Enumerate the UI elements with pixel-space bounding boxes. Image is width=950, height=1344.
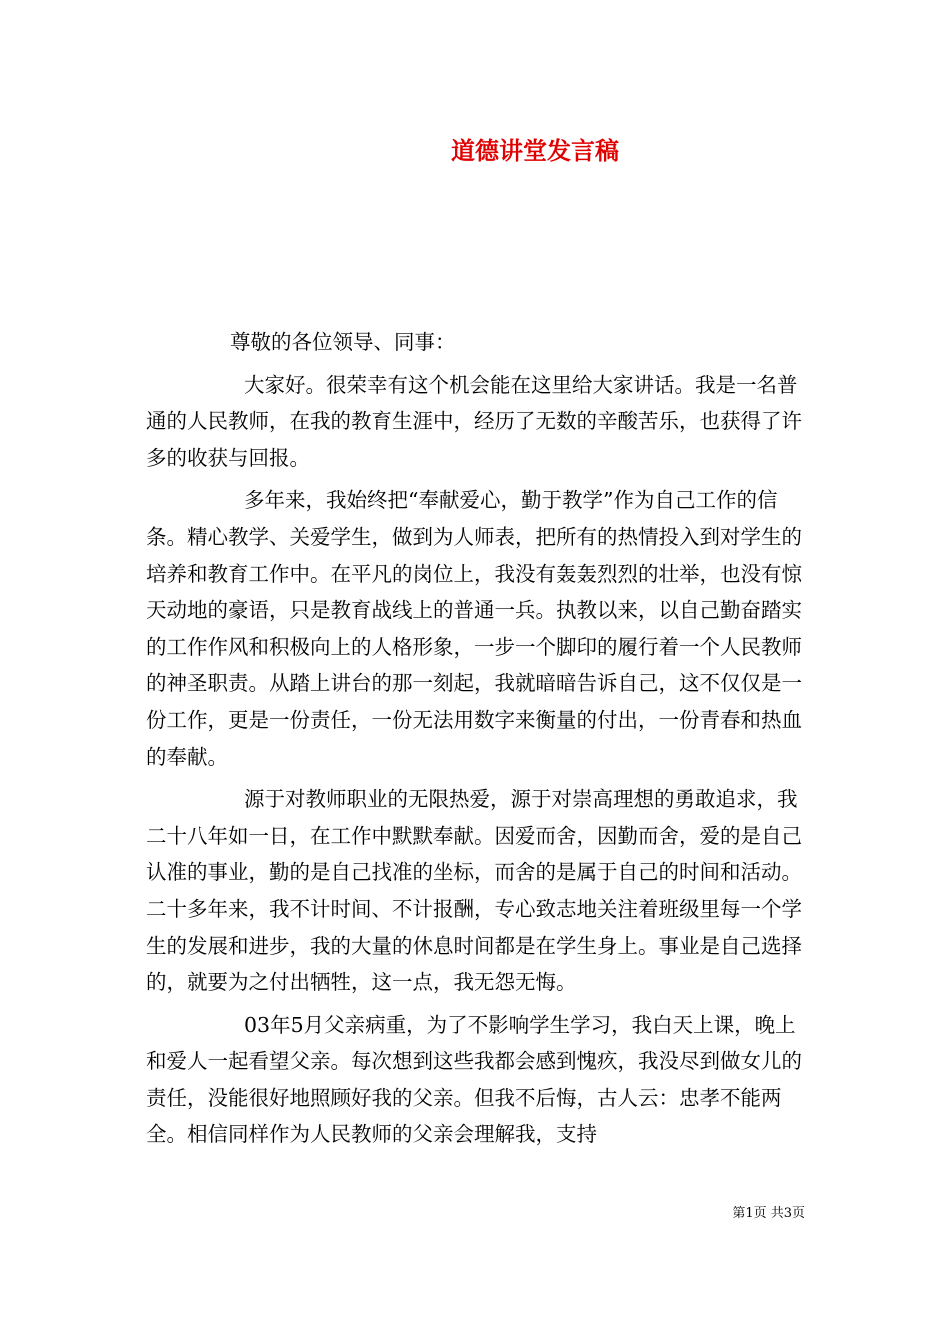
page-footer: 第1页 共3页 bbox=[732, 1206, 805, 1221]
paragraph-2: 多年来，我始终把“奉献爱心，勤于教学”作为自己工作的信条。精心教学、关爱学生，做到为人师表，把所有的热情投入到对学生的培养和教育工作中。在平凡的岗位上，我没有轰轰烈烈的壮举，也没有惊天动地的豪语，只是教育战线上的普通一兵。执教以来，以自己勤奋踏实的工作作风和积极向上的人格形象，一步一个脚印的履行着一个人民教师的神圣职责。从踏上讲台的那一刻起，我就暗暗告诉自己，这不仅仅是一份工作，更是一份责任，一份无法用数字来衡量的付出，一份青春和热血的奉献。 bbox=[146, 488, 802, 769]
paragraph-1: 大家好。很荣幸有这个机会能在这里给大家讲话。我是一名普通的人民教师，在我的教育生涯中，经历了无数的辛酸苦乐，也获得了许多的收获与回报。 bbox=[146, 372, 802, 470]
greeting: 尊敬的各位领导、同事： bbox=[230, 330, 456, 354]
document-title: 道德讲堂发言稿 bbox=[451, 136, 619, 165]
paragraph-3: 源于对教师职业的无限热爱，源于对崇高理想的勇敢追求，我二十八年如一日，在工作中默默奉献。因爱而舍，因勤而舍，爱的是自己认准的事业，勤的是自己找准的坐标，而舍的是属于自己的时间和活动。二十多年来，我不计时间、不计报酬，专心致志地关注着班级里每一个学生的发展和进步，我的大量的休息时间都是在学生身上。事业是自己选择的，就要为之付出牺牲，这一点，我无怨无悔。 bbox=[146, 787, 802, 995]
paragraph-4: 03年5月父亲病重，为了不影响学生学习，我白天上课，晚上和爱人一起看望父亲。每次想到这些我都会感到愧疚，我没尽到做女儿的责任，没能很好地照顾好我的父亲。但我不后悔，古人云：忠孝不能两全。相信同样作为人民教师的父亲会理解我，支持 bbox=[146, 1012, 802, 1147]
document-body bbox=[146, 324, 810, 1153]
